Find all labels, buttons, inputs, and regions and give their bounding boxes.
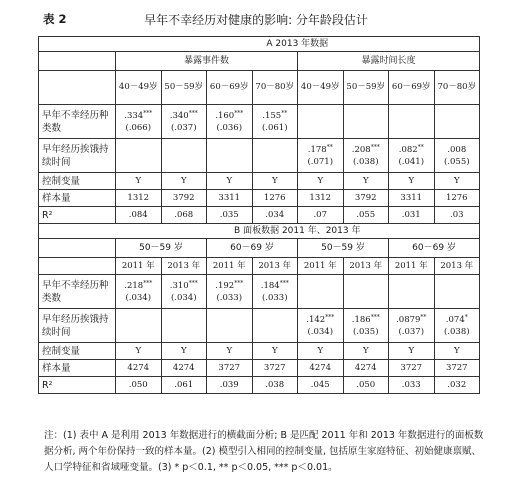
coefficient	[298, 144, 343, 156]
row-label: 早年不幸经历种类数	[39, 275, 116, 309]
control-cell: Y	[343, 173, 389, 190]
standard-error: (.041)	[398, 156, 425, 167]
sample-size-cell: 3727	[389, 360, 435, 377]
r-squared-cell: .034	[252, 207, 298, 224]
sample-size-cell: 3792	[161, 190, 207, 207]
coef-cell	[343, 309, 389, 343]
standard-error: (.066)	[125, 122, 152, 133]
age-header: 60－69岁	[207, 71, 253, 105]
coefficient-value: .0879	[396, 314, 421, 325]
significance-stars: ***	[188, 279, 198, 287]
group-exposure-count: 暴露事件数	[116, 52, 298, 71]
standard-error: (.061)	[261, 122, 288, 133]
coefficient	[162, 280, 207, 292]
control-cell: Y	[252, 343, 298, 360]
row-label: 早年不幸经历种类数	[39, 105, 116, 139]
coef-cell	[116, 139, 162, 173]
r-squared-cell: .068	[161, 207, 207, 224]
row-label: 样本量	[39, 360, 116, 377]
sample-size-cell: 3792	[343, 190, 389, 207]
significance-stars: ***	[143, 109, 153, 117]
control-cell: Y	[389, 173, 435, 190]
coefficient	[389, 314, 434, 326]
coef-cell	[298, 275, 344, 309]
r-squared-cell: .061	[161, 377, 207, 394]
control-cell: Y	[298, 173, 344, 190]
coefficient	[344, 144, 389, 156]
coefficient-value: .155	[262, 110, 282, 121]
significance-stars: ***	[370, 313, 380, 321]
r-squared-cell: .035	[207, 207, 253, 224]
control-cell: Y	[298, 343, 344, 360]
control-cell: Y	[116, 343, 162, 360]
coefficient-value: .208	[351, 144, 371, 155]
r-squared-cell: .055	[343, 207, 389, 224]
standard-error: (.034)	[307, 326, 334, 337]
coefficient	[435, 144, 480, 156]
coefficient-value: .184	[260, 280, 280, 291]
significance-stars: ***	[143, 279, 153, 287]
coef-cell	[434, 309, 480, 343]
coefficient-value: .334	[124, 110, 144, 121]
sample-size-cell: 3727	[252, 360, 298, 377]
coefficient-value: .082	[398, 144, 418, 155]
coefficient-value: .340	[169, 110, 189, 121]
row-label: R²	[39, 377, 116, 394]
coef-cell	[343, 139, 389, 173]
control-cell: Y	[434, 173, 480, 190]
coef-cell	[161, 139, 207, 173]
coefficient	[116, 110, 161, 122]
coef-cell	[116, 275, 162, 309]
coef-cell	[207, 105, 253, 139]
r-squared-cell: .031	[389, 207, 435, 224]
control-cell: Y	[207, 173, 253, 190]
coefficient	[344, 314, 389, 326]
coefficient-value: .178	[307, 144, 327, 155]
year-header: 2013 年	[252, 258, 298, 275]
coef-cell	[434, 139, 480, 173]
coef-cell	[252, 105, 298, 139]
r-squared-cell: .084	[116, 207, 162, 224]
r-squared-cell: .032	[434, 377, 480, 394]
control-cell: Y	[343, 343, 389, 360]
coef-cell	[161, 275, 207, 309]
row-label: 早年经历挨饿持续时间	[39, 309, 116, 343]
coef-cell	[343, 105, 389, 139]
row-label: R²	[39, 207, 116, 224]
significance-stars: ***	[325, 313, 335, 321]
standard-error: (.038)	[443, 326, 470, 337]
coefficient-value: .310	[169, 280, 189, 291]
coef-cell	[252, 139, 298, 173]
row-label: 控制变量	[39, 173, 116, 190]
standard-error: (.033)	[261, 292, 288, 303]
sample-size-cell: 4274	[298, 360, 344, 377]
coefficient-value: .008	[447, 144, 467, 155]
coefficient	[207, 280, 252, 292]
coef-cell	[298, 309, 344, 343]
coef-cell	[298, 139, 344, 173]
group-exposure-duration: 暴露时间长度	[298, 52, 480, 71]
sample-size-cell: 3727	[207, 360, 253, 377]
sample-size-cell: 3311	[207, 190, 253, 207]
age-group-header: 60－69 岁	[389, 239, 480, 258]
coef-cell	[389, 105, 435, 139]
control-cell: Y	[389, 343, 435, 360]
age-header: 70－80岁	[434, 71, 480, 105]
sample-size-cell: 4274	[161, 360, 207, 377]
r-squared-cell: .050	[343, 377, 389, 394]
standard-error: (.055)	[443, 156, 470, 167]
standard-error: (.038)	[352, 156, 379, 167]
sample-size-cell: 1312	[298, 190, 344, 207]
year-header: 2013 年	[434, 258, 480, 275]
sample-size-cell: 1276	[252, 190, 298, 207]
coef-cell	[161, 105, 207, 139]
r-squared-cell: .039	[207, 377, 253, 394]
coef-cell	[298, 105, 344, 139]
control-cell: Y	[434, 343, 480, 360]
r-squared-cell: .07	[298, 207, 344, 224]
row-label: 控制变量	[39, 343, 116, 360]
sample-size-cell: 3311	[389, 190, 435, 207]
significance-stars: ***	[370, 143, 380, 151]
table-title: 早年不幸经历对健康的影响: 分年龄段估计	[144, 13, 368, 27]
control-cell: Y	[116, 173, 162, 190]
standard-error: (.033)	[216, 292, 243, 303]
coefficient-value: .074	[445, 314, 465, 325]
significance-stars: **	[417, 143, 424, 151]
panel-b-title: B 面板数据 2011 年、2013 年	[116, 224, 480, 239]
sample-size-cell: 1312	[116, 190, 162, 207]
r-squared-cell: .033	[389, 377, 435, 394]
year-header: 2011 年	[207, 258, 253, 275]
control-cell: Y	[161, 343, 207, 360]
coef-cell	[161, 309, 207, 343]
row-label: 样本量	[39, 190, 116, 207]
control-cell: Y	[161, 173, 207, 190]
coefficient-value: .186	[351, 314, 371, 325]
coefficient	[162, 110, 207, 122]
coef-cell	[434, 275, 480, 309]
significance-stars: ***	[279, 279, 289, 287]
standard-error: (.071)	[307, 156, 334, 167]
year-header: 2011 年	[298, 258, 344, 275]
significance-stars: ***	[188, 109, 198, 117]
coef-cell	[343, 275, 389, 309]
r-squared-cell: .038	[252, 377, 298, 394]
coef-cell	[389, 139, 435, 173]
age-header: 50－59岁	[343, 71, 389, 105]
r-squared-cell: .050	[116, 377, 162, 394]
year-header: 2013 年	[343, 258, 389, 275]
panel-a-title: A 2013 年数据	[116, 37, 480, 52]
coefficient-value: .142	[306, 314, 326, 325]
age-header: 40－49岁	[298, 71, 344, 105]
coef-cell	[434, 105, 480, 139]
coefficient-value: .160	[215, 110, 235, 121]
age-header: 70－80岁	[252, 71, 298, 105]
year-header: 2011 年	[116, 258, 162, 275]
age-header: 40－49岁	[116, 71, 162, 105]
r-squared-cell: .03	[434, 207, 480, 224]
coefficient-value: .218	[124, 280, 144, 291]
sample-size-cell: 1276	[434, 190, 480, 207]
significance-stars: *	[464, 313, 468, 321]
coefficient	[298, 314, 343, 326]
coef-cell	[207, 139, 253, 173]
coef-cell	[207, 309, 253, 343]
age-header: 60－69岁	[389, 71, 435, 105]
coefficient	[116, 280, 161, 292]
note-text: 注：(1) 表中 A 是利用 2013 年数据进行的横截面分析; B 是匹配 2011 年和 2013 年数据进行的面板数据分析, 两个年份保持一致的样本量。(2) 模型引入相同的控制变量, 包括原生家庭特征、初始健康禀赋、人口学特征和省域哑变量。(3) * p＜0.1, ** p＜0.05, *** p＜0.01。	[44, 430, 484, 473]
coefficient	[253, 110, 298, 122]
control-cell: Y	[207, 343, 253, 360]
standard-error: (.034)	[170, 292, 197, 303]
coef-cell	[116, 309, 162, 343]
standard-error: (.036)	[216, 122, 243, 133]
standard-error: (.035)	[352, 326, 379, 337]
coef-cell	[389, 309, 435, 343]
sample-size-cell: 3727	[434, 360, 480, 377]
sample-size-cell: 4274	[343, 360, 389, 377]
coef-cell	[389, 275, 435, 309]
age-group-header: 50－59 岁	[298, 239, 389, 258]
significance-stars: ***	[234, 109, 244, 117]
year-header: 2013 年	[161, 258, 207, 275]
coefficient	[435, 314, 480, 326]
age-group-header: 50－59 岁	[116, 239, 207, 258]
table-number: 表 2	[43, 12, 67, 26]
standard-error: (.037)	[170, 122, 197, 133]
coefficient	[389, 144, 434, 156]
significance-stars: **	[420, 313, 427, 321]
significance-stars: **	[326, 143, 333, 151]
coefficient	[207, 110, 252, 122]
sample-size-cell: 4274	[116, 360, 162, 377]
standard-error: (.037)	[398, 326, 425, 337]
row-label: 早年经历挨饿持续时间	[39, 139, 116, 173]
table-note	[44, 428, 484, 476]
r-squared-cell: .045	[298, 377, 344, 394]
significance-stars: **	[281, 109, 288, 117]
coefficient-value: .192	[215, 280, 235, 291]
standard-error: (.034)	[125, 292, 152, 303]
age-group-header: 60－69 岁	[207, 239, 298, 258]
age-header: 50－59岁	[161, 71, 207, 105]
coef-cell	[116, 105, 162, 139]
control-cell: Y	[252, 173, 298, 190]
coef-cell	[252, 275, 298, 309]
coef-cell	[252, 309, 298, 343]
coefficient	[253, 280, 298, 292]
coef-cell	[207, 275, 253, 309]
year-header: 2011 年	[389, 258, 435, 275]
results-table	[38, 36, 480, 394]
significance-stars: ***	[234, 279, 244, 287]
